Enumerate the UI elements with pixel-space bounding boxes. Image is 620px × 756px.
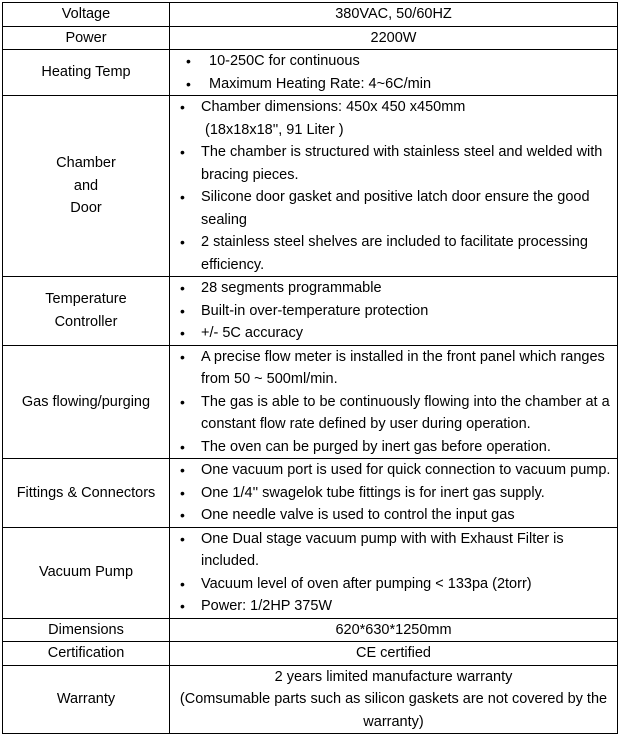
chamber-door-label-line: Door [70,200,102,217]
row-heating-temp [3,50,618,96]
heating-temp-value [170,50,618,96]
temperature-controller-list [176,277,611,345]
row-gas-flowing [3,345,618,459]
row-voltage [3,3,618,27]
gas-flowing-value [170,345,618,459]
temperature-controller-value [170,277,618,346]
chamber-dimensions-note: (18x18x18'', 91 Liter ) [205,121,344,138]
row-fittings-connectors [3,459,618,528]
row-certification [3,642,618,666]
row-warranty [3,665,618,734]
chamber-door-value [170,96,618,277]
list-item: • 28 segments programmable [176,277,611,300]
list-item: • The chamber is structured with stainless steel and welded with bracing pieces. [176,141,611,186]
list-item: • One Dual stage vacuum pump with with Exhaust Filter is included. [176,528,611,573]
power-value: 2200W [170,26,618,50]
list-item: • Built-in over-temperature protection [176,300,611,323]
row-dimensions [3,618,618,642]
power-label: Power [3,26,170,50]
list-item: • The oven can be purged by inert gas before operation. [176,436,611,459]
row-chamber-door [3,96,618,277]
list-item: • Vacuum level of oven after pumping < 133pa (2torr) [176,573,611,596]
list-item: • 10-250C for continuous [176,50,611,73]
dimensions-label: Dimensions [3,618,170,642]
chamber-door-list [176,96,611,276]
list-item: • The gas is able to be continuously flowing into the chamber at a constant flow rate defined by user during operation. [176,391,611,436]
vacuum-pump-list [176,528,611,618]
gas-flowing-label: Gas flowing/purging [3,345,170,459]
vacuum-pump-label: Vacuum Pump [3,527,170,618]
voltage-label: Voltage [3,3,170,27]
list-item: • One vacuum port is used for quick connection to vacuum pump. [176,459,611,482]
warranty-note: (Comsumable parts such as silicon gaskets are not covered by the warranty) [179,691,608,730]
list-item: • Power: 1/2HP 375W [176,595,611,618]
row-power [3,26,618,50]
list-item: • Maximum Heating Rate: 4~6C/min [176,73,611,96]
heating-temp-list [176,50,611,95]
dimensions-value: 620*630*1250mm [170,618,618,642]
fittings-connectors-list [176,459,611,527]
fittings-connectors-label: Fittings & Connectors [3,459,170,528]
list-item: • Silicone door gasket and positive latch door ensure the good sealing [176,186,611,231]
warranty-line: 2 years limited manufacture warranty [274,668,513,685]
chamber-door-label-line: Chamber [56,155,116,172]
warranty-value [170,665,618,734]
vacuum-pump-value [170,527,618,618]
list-item: • A precise flow meter is installed in the front panel which ranges from 50 ~ 500ml/min. [176,346,611,391]
temperature-controller-label-line: Controller [54,313,118,330]
temperature-controller-label [3,277,170,346]
voltage-value: 380VAC, 50/60HZ [170,3,618,27]
list-item: • +/- 5C accuracy [176,322,611,345]
warranty-label: Warranty [3,665,170,734]
list-item: • 2 stainless steel shelves are included to facilitate processing efficiency. [176,231,611,276]
certification-value: CE certified [170,642,618,666]
list-item [176,96,611,141]
row-temperature-controller [3,277,618,346]
chamber-door-label [3,96,170,277]
row-vacuum-pump [3,527,618,618]
list-item: • One 1/4'' swagelok tube fittings is for inert gas supply. [176,482,611,505]
certification-label: Certification [3,642,170,666]
heating-temp-label: Heating Temp [3,50,170,96]
fittings-connectors-value [170,459,618,528]
chamber-dimensions-text: Chamber dimensions: 450x 450 x450mm [201,99,466,115]
list-item: • One needle valve is used to control the input gas [176,504,611,527]
temperature-controller-label-line: Temperature [45,291,127,308]
chamber-door-label-line: and [73,177,99,194]
gas-flowing-list [176,346,611,459]
spec-table [2,2,618,734]
